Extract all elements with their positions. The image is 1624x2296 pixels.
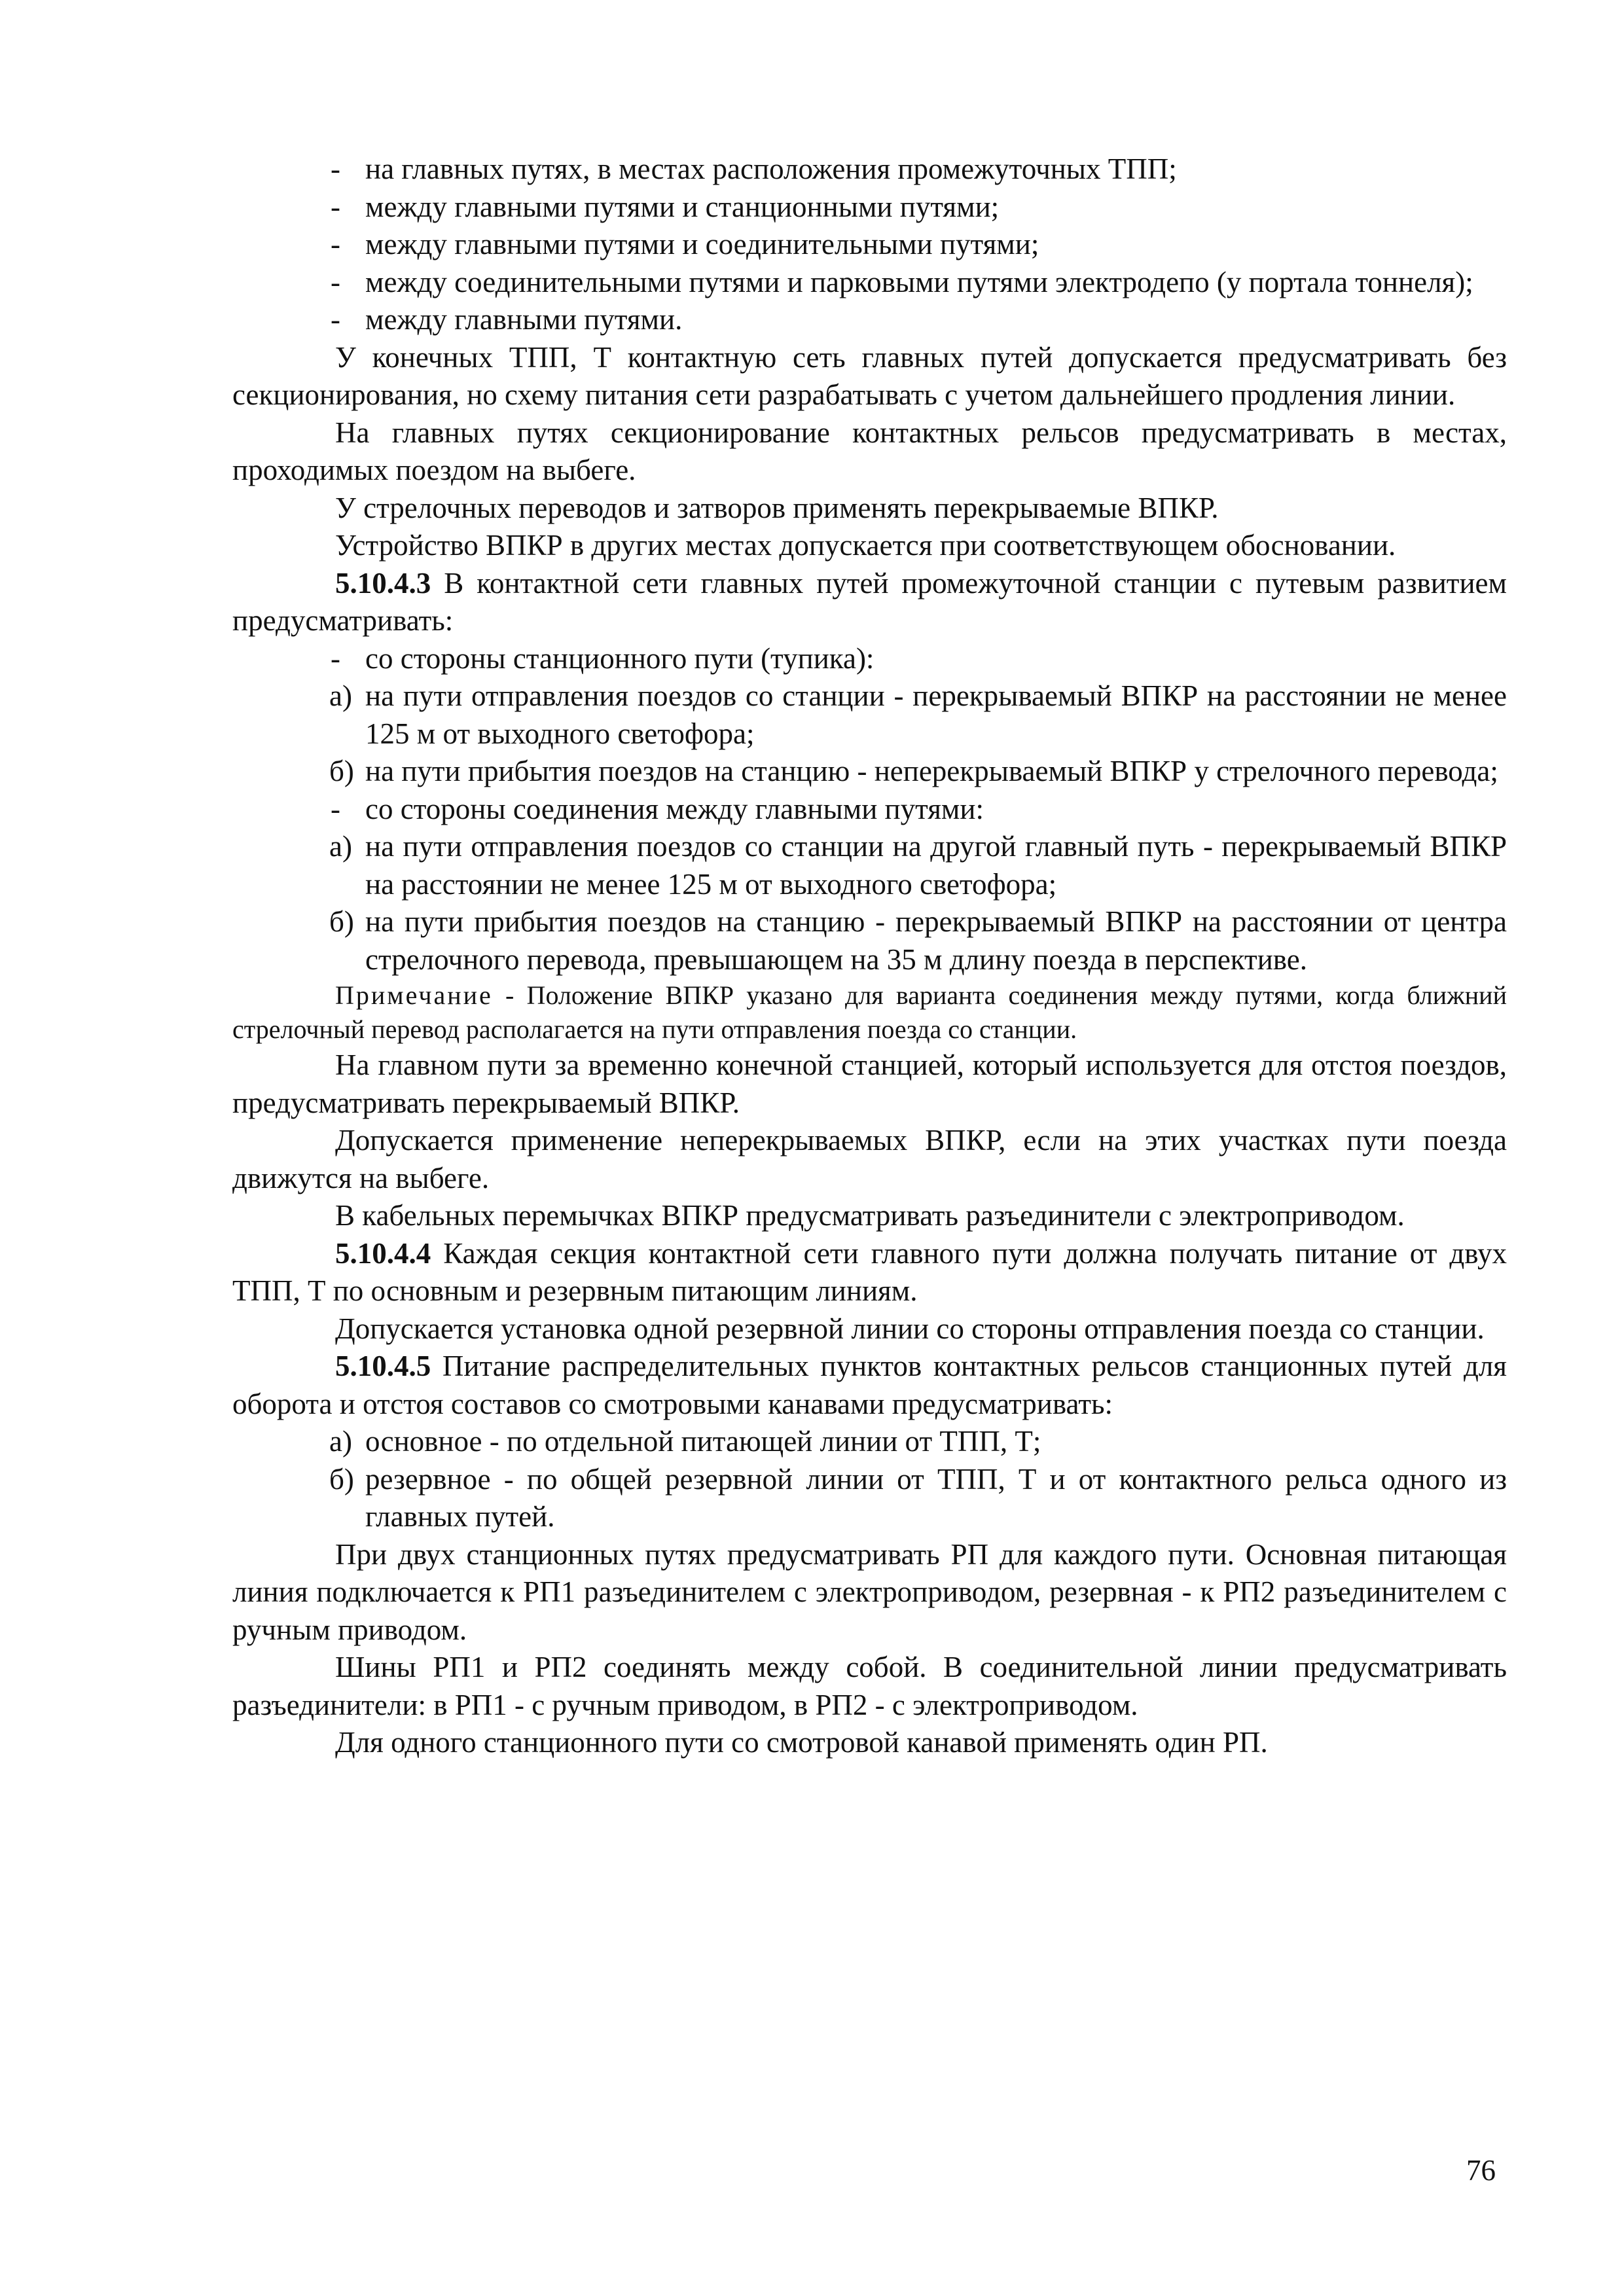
list-item [232,903,1507,978]
list-item: - со стороны соединения между главными путями: [232,791,1507,829]
item-text: резервное - по общей резервной линии от ТПП, Т и от контактного рельса одного из главных путей. [365,1462,1507,1533]
item-text: основное - по отдельной питающей линии от ТПП, Т; [365,1425,1041,1458]
paragraph: Допускается применение неперекрываемых ВПКР, если на этих участках пути поезда движутся на выбеге. [232,1124,1507,1194]
section-number: 5.10.4.5 [335,1350,431,1382]
item-text: на пути отправления поездов со станции - перекрываемый ВПКР на расстоянии не менее 125 м от выходного светофора; [365,679,1507,750]
list-item: - между главными путями. [232,301,1507,339]
list-item: - со стороны станционного пути (тупика): [232,640,1507,678]
list-item [232,828,1507,903]
list-item: - на главных путях, в местах расположения промежуточных ТПП; [232,151,1507,188]
list-item [232,1423,1507,1461]
item-marker: б) [329,1462,354,1496]
list-item: - между соединительными путями и парковыми путями электродепо (у портала тоннеля); [232,264,1507,302]
section-5-10-4-3 [232,565,1507,640]
item-marker: а) [329,830,352,863]
paragraph: У конечных ТПП, Т контактную сеть главных путей допускается предусматривать без секционирования, но схему питания сети разрабатывать с учетом дальнейшего продления линии. [232,340,1507,411]
item-text: на пути отправления поездов со станции на другой главный путь - перекрываемый ВПКР на расстоянии не менее 125 м от выходного светофора; [365,830,1507,901]
item-marker: б) [329,905,354,938]
paragraph: Для одного станционного пути со смотровой канавой применять один РП. [335,1726,1268,1759]
paragraph: Шины РП1 и РП2 соединять между собой. В соединительной линии предусматривать разъединители: в РП1 - с ручным приводом, в РП2 - с электроприводом. [232,1651,1507,1721]
paragraph: При двух станционных путях предусматривать РП для каждого пути. Основная питающая линия подключается к РП1 разъединителем с электроприводом, резервная - к РП2 разъединителем с ручным приводом. [232,1537,1507,1646]
section-text: Каждая секция контактной сети главного пути должна получать питание от двух ТПП, Т по основным и резервным питающим линиям. [232,1236,1507,1307]
section-number: 5.10.4.3 [335,566,431,600]
item-text: на пути прибытия поездов на станцию - неперекрываемый ВПКР у стрелочного перевода; [365,755,1498,787]
section-5-10-4-5 [232,1348,1507,1423]
item-text: на пути прибытия поездов на станцию - перекрываемый ВПКР на расстоянии от центра стрелочного перевода, превышающем на 35 м длину поезда в перспективе. [365,905,1507,976]
item-marker: а) [329,1425,352,1458]
section-text: В контактной сети главных путей промежуточной станции с путевым развитием предусматривать: [232,566,1507,637]
section-5-10-4-4 [232,1235,1507,1310]
page-number: 76 [1466,2154,1496,2187]
note-label: Примечание [335,980,493,1010]
item-marker: а) [329,679,352,712]
paragraph: У стрелочных переводов и затворов применять перекрываемые ВПКР. [335,491,1219,524]
paragraph: В кабельных перемычках ВПКР предусматривать разъединители с электроприводом. [335,1199,1405,1232]
section-number: 5.10.4.4 [335,1236,431,1270]
document-page [232,151,1507,1762]
section-text: Питание распределительных пунктов контактных рельсов станционных путей для оборота и отстоя составов со смотровыми канавами предусматривать: [232,1350,1507,1420]
item-marker: б) [329,755,354,787]
paragraph: На главных путях секционирование контактных рельсов предусматривать в местах, проходимых поездом на выбеге. [232,416,1507,486]
list-item: - между главными путями и станционными путями; [232,188,1507,226]
list-item: - между главными путями и соединительными путями; [232,226,1507,264]
paragraph: Допускается установка одной резервной линии со стороны отправления поезда со станции. [335,1312,1485,1345]
note [232,978,1507,1047]
list-item [232,1461,1507,1536]
paragraph: На главном пути за временно конечной станцией, который используется для отстоя поездов, предусматривать перекрываемый ВПКР. [232,1049,1507,1119]
paragraph: Устройство ВПКР в других местах допускается при соответствующем обосновании. [335,529,1396,562]
list-item [232,753,1507,791]
note-text: - Положение ВПКР указано для варианта соединения между путями, когда ближний стрелочный перевод располагается на пути отправления поезда со станции. [232,980,1507,1044]
list-item [232,677,1507,753]
